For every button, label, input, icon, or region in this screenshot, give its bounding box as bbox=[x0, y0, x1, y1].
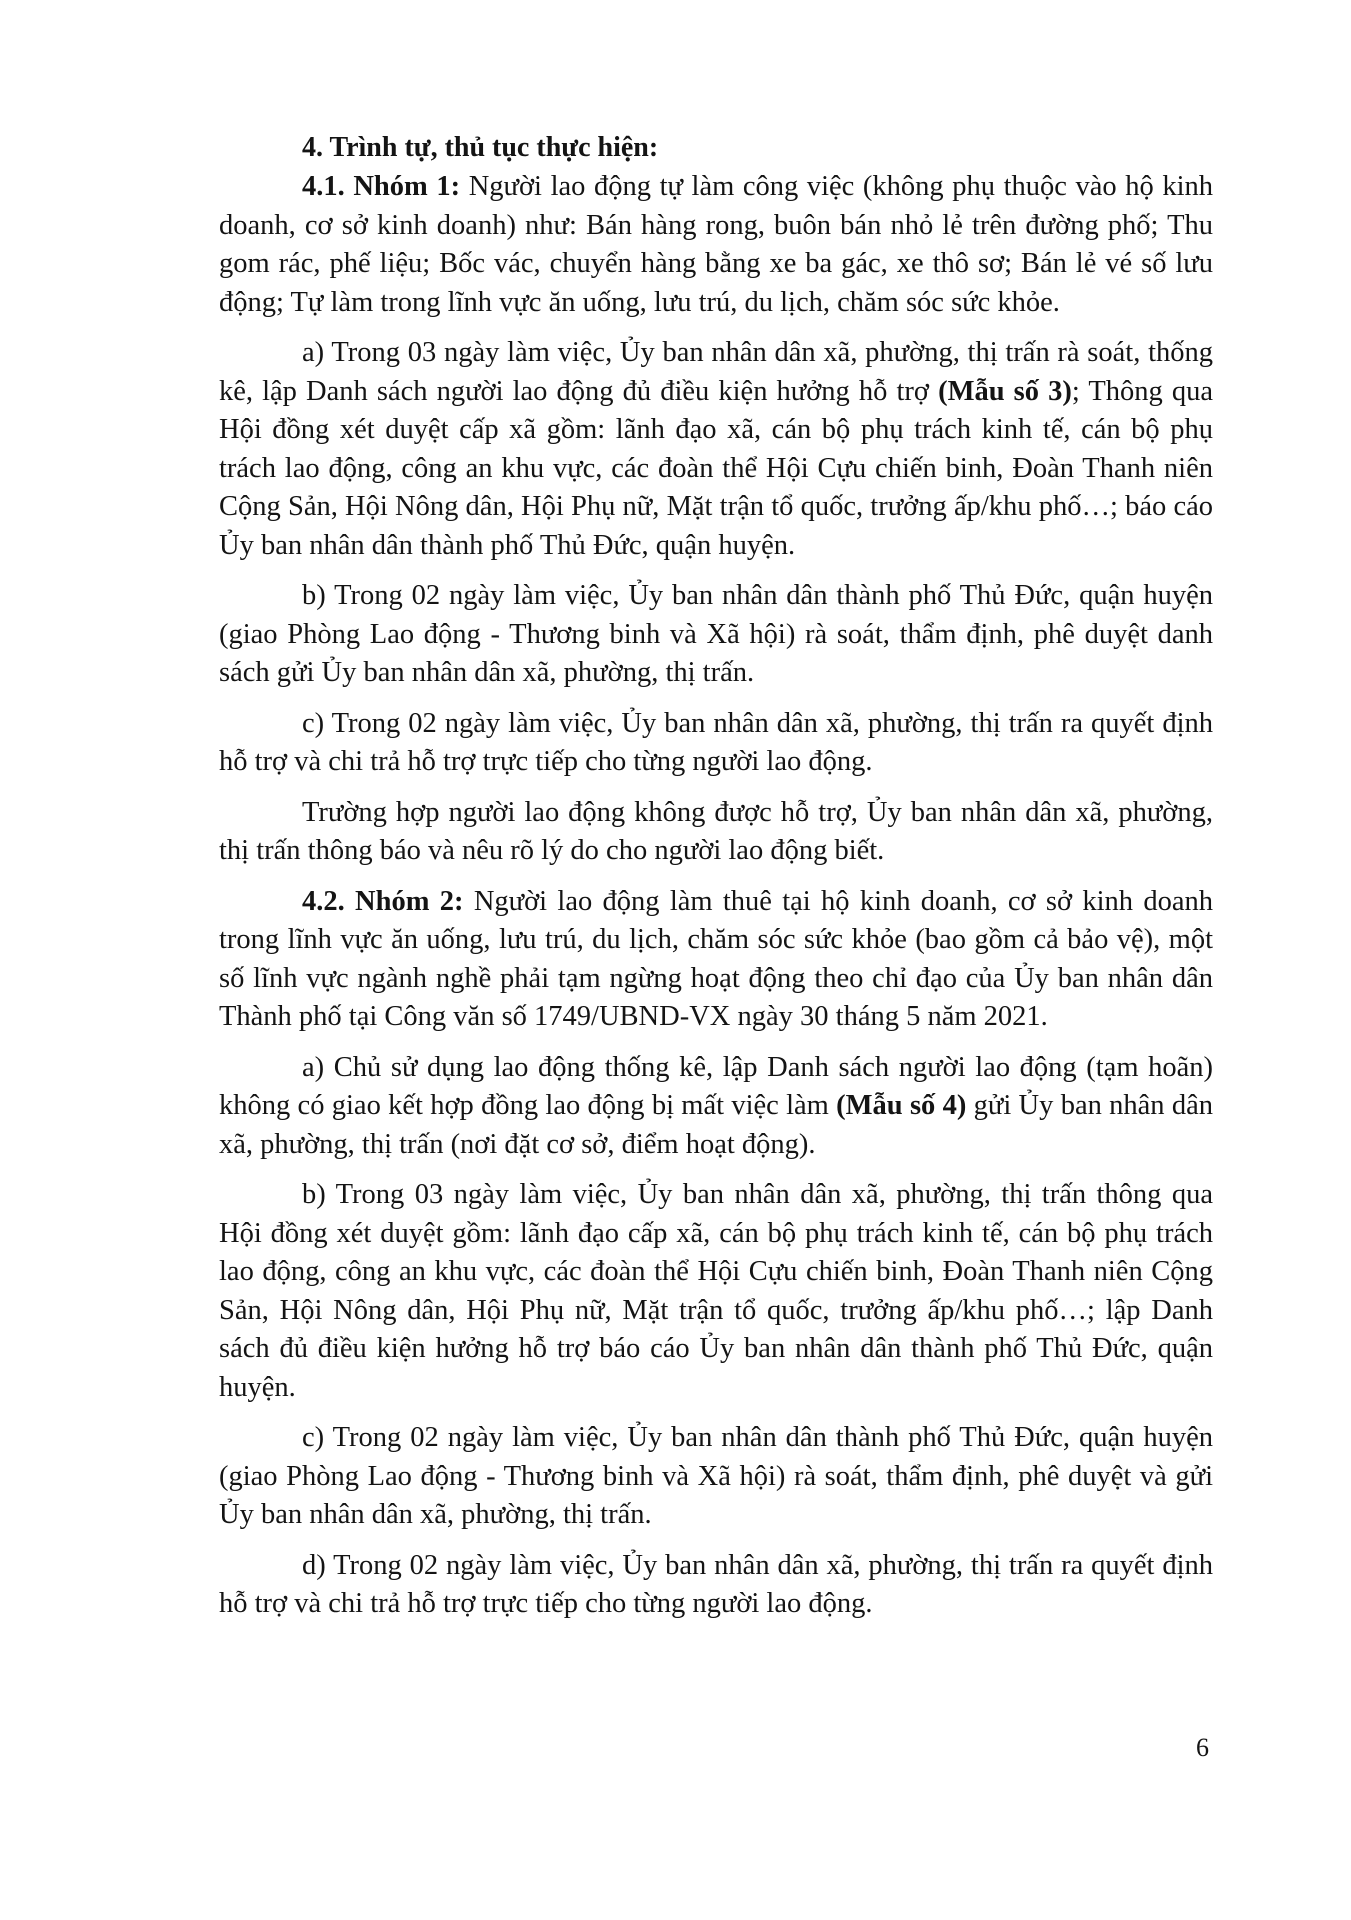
paragraph-text: Trường hợp người lao động không được hỗ trợ, Ủy ban nhân dân xã, phường, thị trấn thông báo và nêu rõ lý do cho người lao động biết. bbox=[219, 796, 1213, 866]
paragraph-text: b) Trong 02 ngày làm việc, Ủy ban nhân dân thành phố Thủ Đức, quận huyện (giao Phòng Lao động - Thương binh và Xã hội) rà soát, thẩm định, phê duyệt danh sách gửi Ủy ban nhân dân xã, phường, thị trấn. bbox=[219, 580, 1213, 688]
paragraph-lead: 4.2. Nhóm 2: bbox=[302, 885, 464, 917]
paragraph-text: d) Trong 02 ngày làm việc, Ủy ban nhân dân xã, phường, thị trấn ra quyết định hỗ trợ và chi trả hỗ trợ trực tiếp cho từng người lao động. bbox=[219, 1549, 1213, 1619]
page-number: 6 bbox=[1196, 1733, 1209, 1762]
paragraph-text-continued: gửi Ủy ban nhân dân xã, phường, thị trấn (nơi đặt cơ sở, điểm hoạt động). bbox=[219, 1090, 1213, 1160]
paragraph-group-1 bbox=[219, 168, 1213, 322]
form-reference: (Mẫu số 4) bbox=[836, 1090, 967, 1121]
section-heading: 4. Trình tự, thủ tục thực hiện: bbox=[302, 132, 659, 163]
form-reference: (Mẫu số 3) bbox=[938, 375, 1072, 407]
paragraph-text-continued: ; Thông qua Hội đồng xét duyệt cấp xã gồm: lãnh đạo xã, cán bộ phụ trách kinh tế, cán bộ phụ trách lao động, công an khu vực, các đoàn thể Hội Cựu chiến binh, Đoàn Thanh niên Cộng Sản, Hội Nông dân, Hội Phụ nữ, Mặt trận tổ quốc, trưởng ấp/khu phố…; báo cáo Ủy ban nhân dân thành phố Thủ Đức, quận huyện. bbox=[219, 375, 1213, 561]
paragraph-text: Người lao động làm thuê tại hộ kinh doanh, cơ sở kinh doanh trong lĩnh vực ăn uống, lưu trú, du lịch, chăm sóc sức khỏe (bao gồm cả bảo vệ), một số lĩnh vực ngành nghề phải tạm ngừng hoạt động theo chỉ đạo của Ủy ban nhân dân Thành phố tại Công văn số 1749/UBND-VX ngày 30 tháng 5 năm 2021. bbox=[219, 885, 1213, 1032]
paragraph-text: c) Trong 02 ngày làm việc, Ủy ban nhân dân xã, phường, thị trấn ra quyết định hỗ trợ và chi trả hỗ trợ trực tiếp cho từng người lao động. bbox=[219, 707, 1213, 777]
paragraph-lead: 4.1. Nhóm 1: bbox=[302, 171, 461, 202]
paragraph-text: a) Trong 03 ngày làm việc, Ủy ban nhân dân xã, phường, thị trấn rà soát, thống kê, lập Danh sách người lao động đủ điều kiện hưởng hỗ trợ bbox=[219, 337, 1213, 407]
paragraph-group-2-step-b bbox=[219, 1176, 1213, 1407]
paragraph-group-1-step-b bbox=[219, 577, 1213, 693]
paragraph-group-1-step-c bbox=[219, 705, 1213, 782]
paragraph-text: a) Chủ sử dụng lao động thống kê, lập Danh sách người lao động (tạm hoãn) không có giao kết hợp đồng lao động bị mất việc làm bbox=[219, 1051, 1213, 1121]
paragraph-group-2-step-a bbox=[219, 1049, 1213, 1165]
paragraph-text: b) Trong 03 ngày làm việc, Ủy ban nhân dân xã, phường, thị trấn thông qua Hội đồng xét duyệt gồm: lãnh đạo cấp xã, cán bộ phụ trách kinh tế, cán bộ phụ trách lao động, công an khu vực, các đoàn thể Hội Cựu chiến binh, Đoàn Thanh niên Cộng Sản, Hội Nông dân, Hội Phụ nữ, Mặt trận tổ quốc, trưởng ấp/khu phố…; lập Danh sách đủ điều kiện hưởng hỗ trợ báo cáo Ủy ban nhân dân thành phố Thủ Đức, quận huyện. bbox=[219, 1179, 1213, 1403]
paragraph-group-1-step-a bbox=[219, 334, 1213, 565]
paragraph-group-2-step-c bbox=[219, 1419, 1213, 1535]
page-content bbox=[219, 128, 1213, 1636]
paragraph-text: c) Trong 02 ngày làm việc, Ủy ban nhân dân thành phố Thủ Đức, quận huyện (giao Phòng Lao động - Thương binh và Xã hội) rà soát, thẩm định, phê duyệt và gửi Ủy ban nhân dân xã, phường, thị trấn. bbox=[219, 1422, 1213, 1530]
paragraph-group-2-step-d bbox=[219, 1547, 1213, 1624]
paragraph-group-2 bbox=[219, 883, 1213, 1037]
paragraph-text: Người lao động tự làm công việc (không phụ thuộc vào hộ kinh doanh, cơ sở kinh doanh) như: Bán hàng rong, buôn bán nhỏ lẻ trên đường phố; Thu gom rác, phế liệu; Bốc vác, chuyển hàng bằng xe ba gác, xe thô sơ; Bán lẻ vé số lưu động; Tự làm trong lĩnh vực ăn uống, lưu trú, du lịch, chăm sóc sức khỏe. bbox=[219, 171, 1213, 318]
paragraph-group-1-rejection bbox=[219, 794, 1213, 871]
